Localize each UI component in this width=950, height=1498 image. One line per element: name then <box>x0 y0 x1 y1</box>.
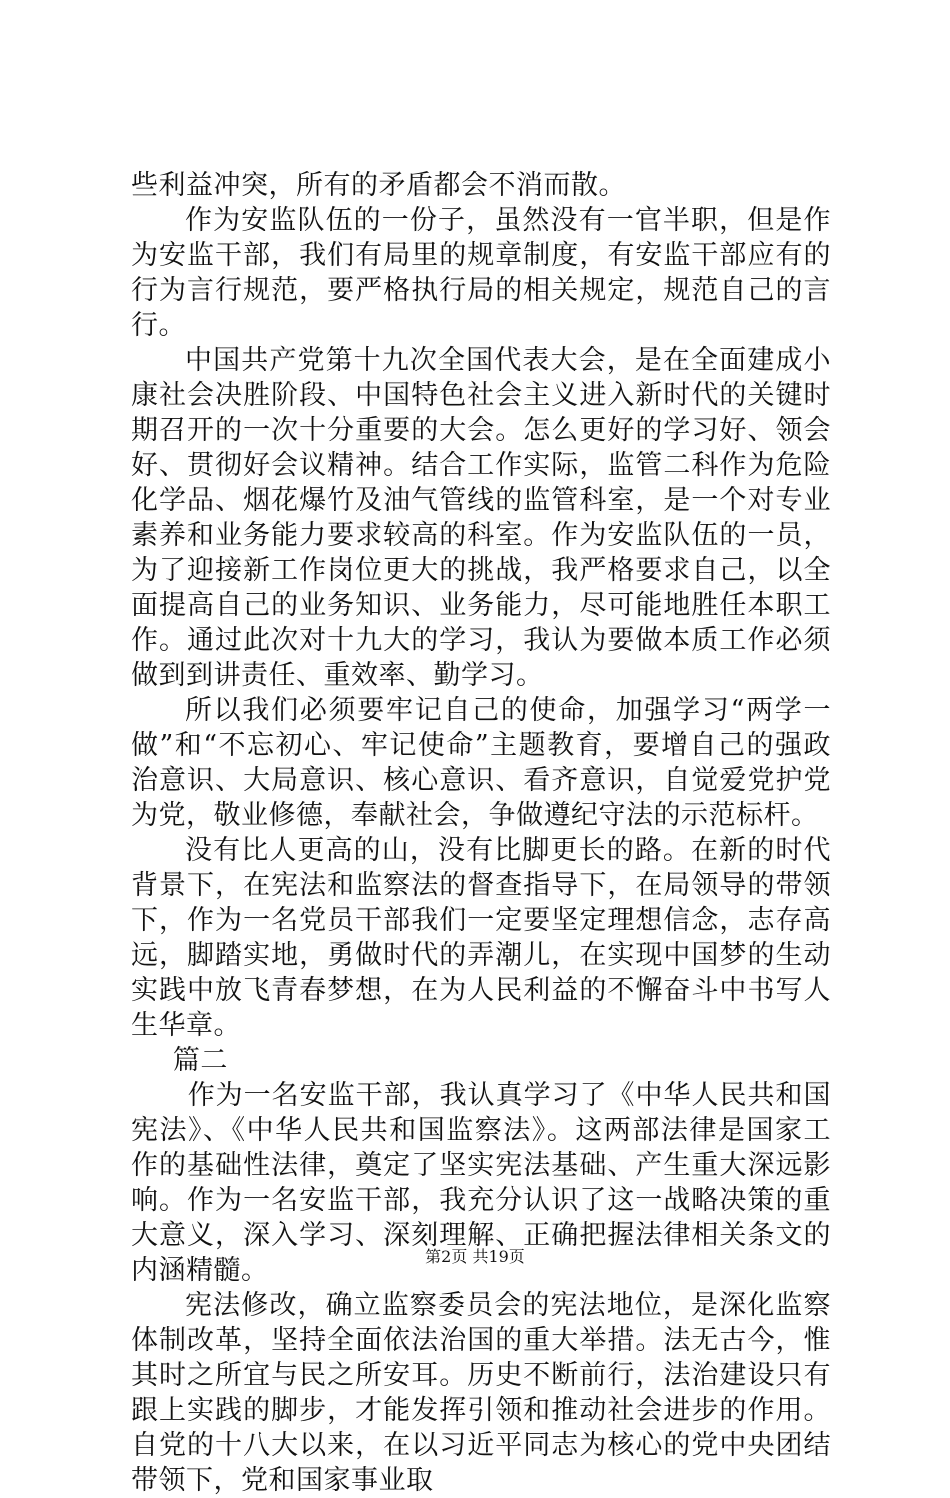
section-heading: 篇二 <box>172 1045 228 1076</box>
page-footer: 第2页 共19页 <box>425 1247 525 1266</box>
paragraph-continued: 些利益冲突，所有的矛盾都会不消而散。 <box>131 170 626 201</box>
paragraph: 宪法修改，确立监察委员会的宪法地位，是深化监察体制改革，坚持全面依法治国的重大举措。法无古今，惟其时之所宜与民之所安耳。历史不断前行，法治建设只有跟上实践的脚步，才能发挥引领和推动社会进步的作用。自党的十八大以来，在以习近平同志为核心的党中央团结带领下，党和国家事业取 <box>131 1290 831 1496</box>
paragraph: 中国共产党第十九次全国代表大会，是在全面建成小康社会决胜阶段、中国特色社会主义进入新时代的关键时期召开的一次十分重要的大会。怎么更好的学习好、领会好、贯彻好会议精神。结合工作实际，监管二科作为危险化学品、烟花爆竹及油气管线的监管科室，是一个对专业素养和业务能力要求较高的科室。作为安监队伍的一员，为了迎接新工作岗位更大的挑战，我严格要求自己，以全面提高自己的业务知识、业务能力，尽可能地胜任本职工作。通过此次对十九大的学习，我认为要做本质工作必须做到到讲责任、重效率、勤学习。 <box>131 345 831 691</box>
document-body <box>131 168 831 1498</box>
paragraph: 没有比人更高的山，没有比脚更长的路。在新的时代背景下，在宪法和监察法的督查指导下，在局领导的带领下，作为一名党员干部我们一定要坚定理想信念，志存高远，脚踏实地，勇做时代的弄潮儿，在实现中国梦的生动实践中放飞青春梦想，在为人民利益的不懈奋斗中书写人生华章。 <box>131 835 831 1041</box>
paragraph: 所以我们必须要牢记自己的使命，加强学习“两学一做”和“不忘初心、牢记使命”主题教育，要增自己的强政治意识、大局意识、核心意识、看齐意识，自觉爱党护党为党，敬业修德，奉献社会，争做遵纪守法的示范标杆。 <box>131 695 831 831</box>
paragraph: 作为安监队伍的一份子，虽然没有一官半职，但是作为安监干部，我们有局里的规章制度，有安监干部应有的行为言行规范，要严格执行局的相关规定，规范自己的言行。 <box>131 205 831 341</box>
paragraph: 作为一名安监干部，我认真学习了《中华人民共和国宪法》、《中华人民共和国监察法》。这两部法律是国家工作的基础性法律，奠定了坚实宪法基础、产生重大深远影响。作为一名安监干部，我充分认识了这一战略决策的重大意义，深入学习、深刻理解、正确把握法律相关条文的内涵精髓。 <box>131 1080 831 1286</box>
